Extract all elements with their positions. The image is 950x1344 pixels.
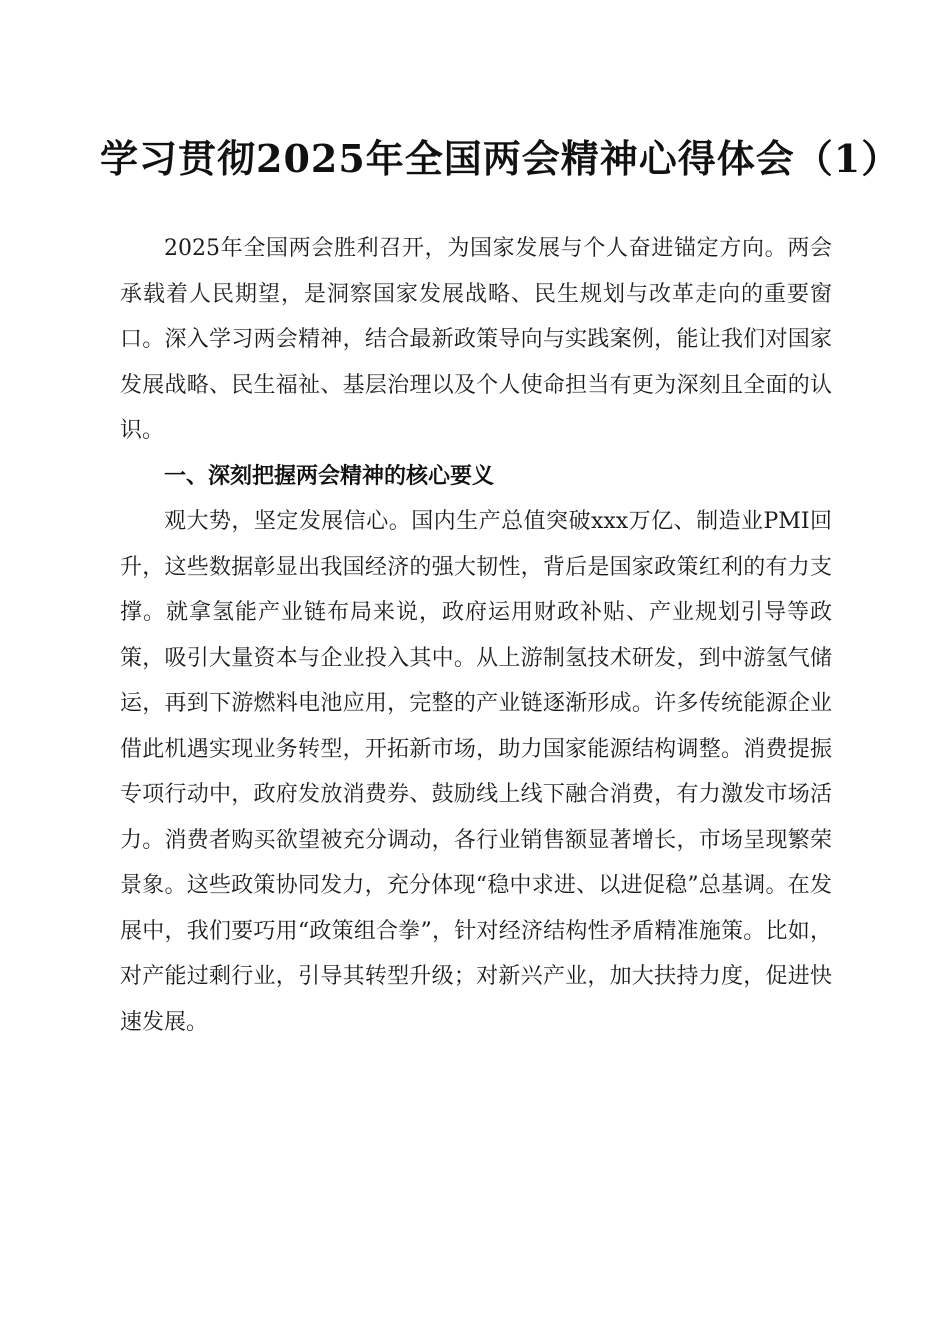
section-heading: 一、深刻把握两会精神的核心要义 bbox=[164, 463, 495, 489]
document-title: 学习贯彻2025年全国两会精神心得体会（1） bbox=[100, 136, 901, 181]
body-paragraph: 观大势，坚定发展信心。国内生产总值突破xxx万亿、制造业PMI回升，这些数据彰显出我国经济的强大韧性，背后是国家政策红利的有力支撑。就拿氢能产业链布局来说，政府运用财政补贴、产业规划引导等政策，吸引大量资本与企业投入其中。从上游制氢技术研发，到中游氢气储运，再到下游燃料电池应用，完整的产业链逐渐形成。许多传统能源企业借此机遇实现业务转型，开拓新市场，助力国家能源结构调整。消费提振专项行动中，政府发放消费券、鼓励线上线下融合消费，有力激发市场活力。消费者购买欲望被充分调动，各行业销售额显著增长，市场呈现繁荣景象。这些政策协同发力，充分体现“稳中求进、以进促稳”总基调。在发展中，我们要巧用“政策组合拳”，针对经济结构性矛盾精准施策。比如，对产能过剩行业，引导其转型升级；对新兴产业，加大扶持力度，促进快速发展。 bbox=[120, 509, 832, 1035]
intro-paragraph: 2025年全国两会胜利召开，为国家发展与个人奋进锚定方向。两会承载着人民期望，是洞察国家发展战略、民生规划与改革走向的重要窗口。深入学习两会精神，结合最新政策导向与实践案例，能让我们对国家发展战略、民生福祉、基层治理以及个人使命担当有更为深刻且全面的认识。 bbox=[120, 236, 832, 443]
document-body bbox=[120, 226, 832, 1045]
